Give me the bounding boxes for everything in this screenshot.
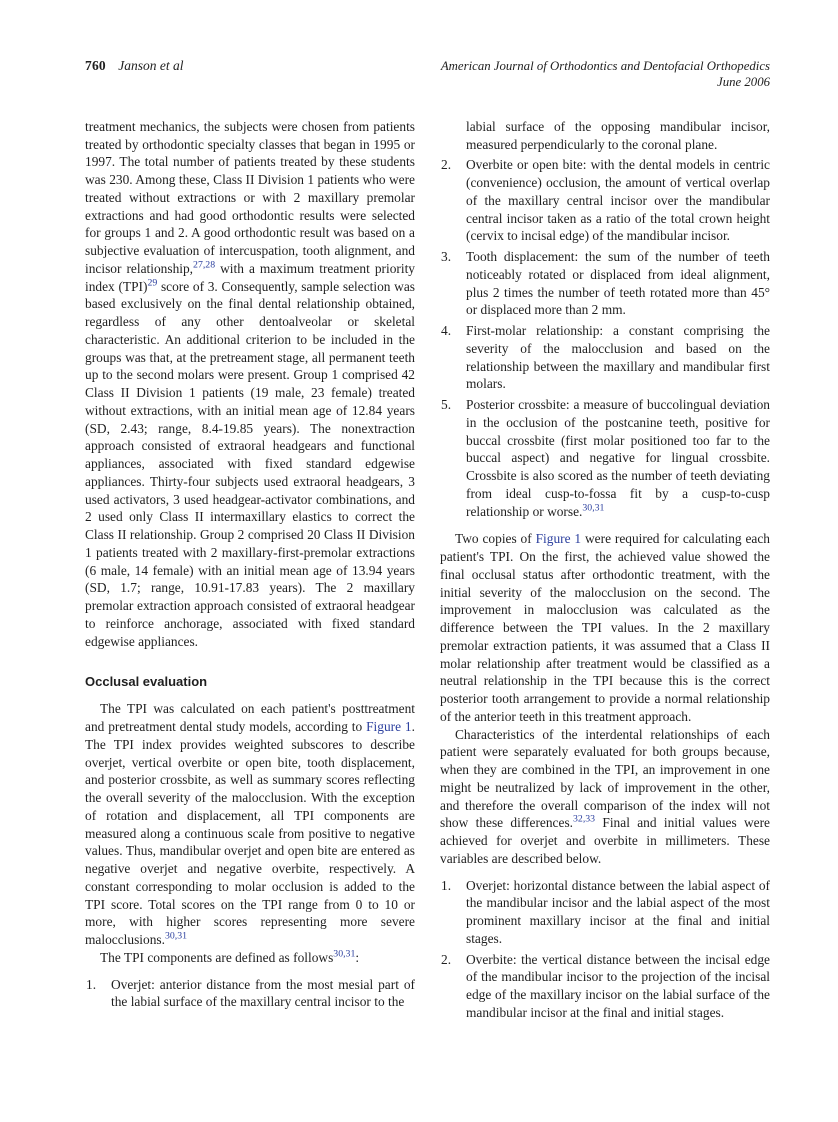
text-run: were required for calculating each patient's TPI. On the first, the achieved value showed the final occlusal status after orthodontic treatment, with the initial severity of the malocclusion on the second. The improvement in malocclusion was calculated as the difference between the TPI values. In the 2 maxillary premolar extraction patients, it was assumed that a Class II molar relationship after treatment would be classified as a neutral relationship in the TPI because this is the correct posterior tooth arrangement to provide a normal relationship of the anterior teeth in this treatment approach. [440, 531, 770, 724]
citation-reference-link[interactable]: 32,33 [573, 813, 596, 825]
list-item-number: 1. [441, 877, 452, 893]
measurement-variables-list [440, 877, 770, 1022]
list-item-text: Tooth displacement: the sum of the number of teeth noticeably rotated or displaced from ideal alignment, plus 2 times the number of teeth rotated more than 45° or displaced more than 2 mm. [466, 249, 770, 318]
list-item-number: 4. [441, 323, 452, 338]
list-item-first-molar-relationship [440, 322, 770, 393]
text-run: : [355, 949, 360, 965]
list-item-overjet-continuation [440, 118, 770, 154]
citation-reference-link[interactable]: 30,31 [333, 948, 356, 960]
journal-title: American Journal of Orthodontics and Dentofacial Orthopedics [440, 59, 770, 73]
running-authors: Janson et al [118, 58, 184, 73]
paragraph-subject-selection [85, 118, 415, 651]
text-run: Characteristics of the interdental relationships of each patient were separately evaluated for both groups because, when they are combined in the TPI, an improvement in one might be neutralized by lack of improvement in the other, and therefore the overall comparison of the index will not show these differences. [440, 726, 770, 831]
running-header-left [85, 58, 183, 74]
text-run: treatment mechanics, the subjects were chosen from patients treated by orthodontic specialty classes that began in 1995 or 1997. The total number of patients treated by these students was 230. Among these, Class II Division 1 patients who were treated without extractions or with 2 maxillary premolar extractions and had good orthodontic results were selected for groups 1 and 2. A good orthodontic result was based on a subjective evaluation of intercuspation, tooth alignment, and incisor relationship, [85, 118, 415, 276]
citation-reference-link[interactable]: 29 [147, 277, 158, 289]
figure-1-link[interactable]: Figure 1 [535, 531, 582, 547]
journal-issue-date: June 2006 [717, 75, 770, 90]
text-run: . The TPI index provides weighted subscores to describe overjet, vertical overbite or open bite, tooth displacement, and posterior crossbite, as well as summary scores reflecting the overall severity of the malocclusion. With the exception of rotation and displacement, all TPI components are measured along a continuous scale from positive to negative values. Thus, mandibular overjet and open bite are entered as negative overjet and negative overbite, respectively. A constant corresponding to molar occlusion is added to the TPI score. Total scores on the TPI range from 0 to 10 or more, with higher scores representing more severe malocclusions. [85, 719, 415, 948]
list-item-text: Overbite or open bite: with the dental models in centric (convenience) occlusion, the amount of vertical overlap of the maxillary central incisor over the mandibular central incisor taken as a ratio of the total crown height (cervix to incisal edge) of the mandibular incisor. [466, 157, 770, 244]
running-header [85, 58, 770, 91]
tpi-components-list [85, 976, 415, 1012]
list-item-overjet-measurement [440, 877, 770, 948]
citation-reference-link[interactable]: 30,31 [164, 930, 188, 942]
list-item-overbite-measurement [440, 951, 770, 1022]
list-item-number: 2. [441, 157, 452, 173]
text-run: Two copies of [455, 531, 536, 547]
list-item-number: 5. [441, 397, 452, 412]
paragraph-tpi-components-intro [85, 949, 415, 967]
list-item-number: 1. [86, 976, 97, 992]
list-item-number: 2. [441, 951, 452, 967]
citation-reference-link[interactable]: 30,31 [582, 502, 605, 514]
left-column [85, 118, 415, 1025]
text-run: with a maximum treatment priority index (TPI) [85, 260, 415, 294]
text-run: The TPI components are defined as follows [100, 949, 334, 965]
section-heading-occlusal-evaluation: Occlusal evaluation [85, 674, 208, 690]
figure-1-link[interactable]: Figure 1 [366, 719, 412, 735]
list-item-posterior-crossbite [440, 396, 770, 520]
list-item-overjet [85, 976, 415, 1012]
list-item-text: Overbite: the vertical distance between the incisal edge of the mandibular incisor to the projection of the incisal edge of the maxillary incisor on the labial surface of the mandibular incisor at the final and initial stages. [466, 951, 770, 1020]
list-item-overbite-open-bite [440, 156, 770, 245]
paragraph-interdental-characteristics [440, 726, 770, 868]
two-column-body [85, 118, 770, 1025]
text-run: score of 3. Consequently, sample selection was based exclusively on the final dental relationship obtained, regardless of any other dentoalveolar or skeletal characteristic. An additional criterion to be included in the groups was that, at the pretreament stage, all permanent teeth up to the second molars were present. Group 1 comprised 42 Class II Division 1 patients (19 male, 23 female) treated without extractions, with an initial mean age of 12.84 years (SD, 2.43; range, 8.4-19.85 years). The nonextraction approach consisted of extraoral headgears and functional appliances, associated with fixed standard edgewise appliances. Thirty-four subjects used extraoral headgears, 3 used activators, 3 used headgear-activator combinations, and 2 used only Class II intermaxillary elastics to correct the Class II relationship. Group 2 comprised 20 Class II Division 1 patients treated with 2 maxillary-first-premolar extractions (6 male, 14 female) with an initial mean age of 13.94 years (SD, 1.7; range, 10.91-17.83 years). The 2 maxillary premolar extraction approach consisted of extraoral headgear to reinforce anchorage, associated with fixed standard edgewise appliances. [85, 278, 415, 649]
list-item-tooth-displacement [440, 248, 770, 319]
running-header-right [441, 58, 770, 91]
citation-reference-link[interactable]: 27,28 [193, 259, 216, 271]
list-item-text: Overjet: horizontal distance between the labial aspect of the mandibular incisor and the labial aspect of the most prominent maxillary incisor at the final and initial stages. [466, 877, 770, 946]
text-run: Final and initial values were achieved for overjet and overbite in millimeters. These variables are described below. [440, 815, 770, 866]
page-number: 760 [85, 58, 106, 73]
paragraph-two-copies-figure1 [440, 530, 770, 725]
list-item-text: First-molar relationship: a constant comprising the severity of the malocclusion and based on the relationship between the maxillary and mandibular first molars. [466, 323, 770, 392]
list-item-number: 3. [441, 249, 452, 264]
paragraph-tpi-description [85, 700, 415, 949]
list-item-text: Posterior crossbite: a measure of buccolingual deviation in the occlusion of the postcanine teeth, positive for buccal crossbite (first molar positioned too far to the buccal aspect) and negative for lingual crossbite. Crossbite is also scored as the number of teeth deviating from ideal cusp-to-fossa fit by a cusp-to-cusp relationship or worse. [466, 397, 770, 519]
right-column [440, 118, 770, 1025]
text-run: The TPI was calculated on each patient's posttreatment and pretreatment dental study models, according to [85, 701, 415, 735]
list-item-text: labial surface of the opposing mandibular incisor, measured perpendicularly to the coronal plane. [466, 118, 770, 152]
list-item-text: Overjet: anterior distance from the most mesial part of the labial surface of the maxillary central incisor to the [111, 976, 415, 1010]
